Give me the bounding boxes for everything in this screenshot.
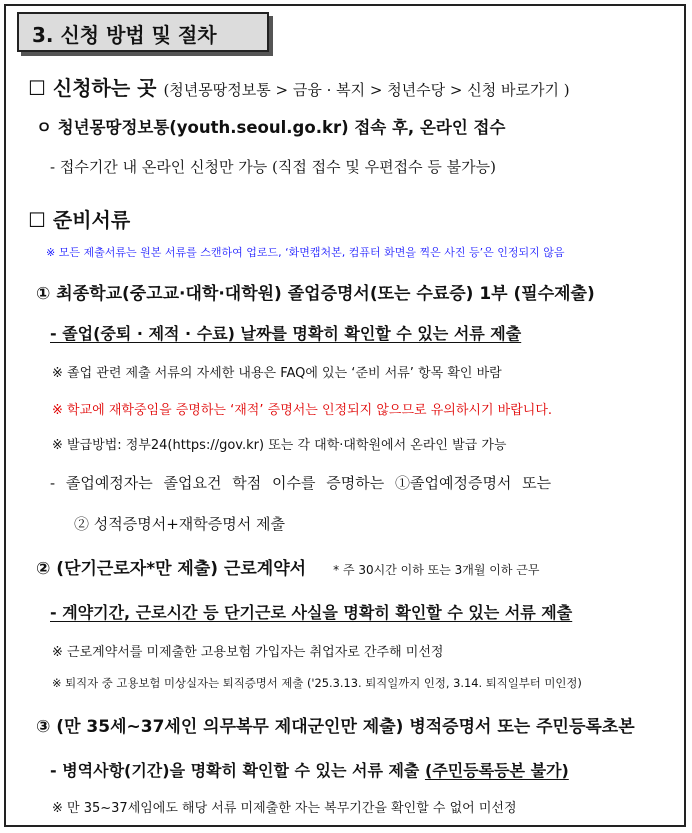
apply-place-heading-text: ☐ 신청하는 곳 — [28, 76, 157, 100]
apply-place-note: - 접수기간 내 온라인 신청만 가능 (직접 접수 및 우편접수 등 불가능) — [50, 158, 496, 176]
section-title: 3. 신청 방법 및 절차 — [32, 23, 217, 47]
doc-item2-footnote: * 주 30시간 이하 또는 3개월 이하 근무 — [333, 563, 540, 577]
doc-item2-title-row — [36, 554, 539, 579]
doc-item3-note1: ※ 만 35~37세임에도 해당 서류 미제출한 자는 복무기간을 확인할 수 없어 미선정 — [52, 801, 517, 816]
doc-item2-title: ② (단기근로자*만 제출) 근로계약서 — [36, 559, 307, 579]
doc-item1-note3: ※ 발급방법: 정부24(https://gov.kr) 또는 각 대학·대학원에서 온라인 발급 가능 — [52, 438, 507, 453]
documents-notice: ※ 모든 제출서류는 원본 서류를 스캔하여 업로드, ‘화면캡처본, 컴퓨터 화면을 찍은 사진 등’은 인정되지 않음 — [46, 246, 565, 259]
apply-place-main: ㅇ 청년몽땅정보통(youth.seoul.go.kr) 접속 후, 온라인 접수 — [36, 118, 506, 137]
doc-item2-note2: ※ 퇴직자 중 고용보험 미상실자는 퇴직증명서 제출 ('25.3.13. 퇴직일까지 인정, 3.14. 퇴직일부터 미인정) — [52, 676, 582, 690]
doc-item1-note2: ※ 학교에 재학중임을 증명하는 ‘재적’ 증명서는 인정되지 않으므로 유의하시기 바랍니다. — [52, 403, 553, 418]
doc-item2-requirement: - 계약기간, 근로시간 등 단기근로 사실을 명확히 확인할 수 있는 서류 제출 — [50, 603, 573, 622]
doc-item1-expected-line2: ② 성적증명서+재학증명서 제출 — [74, 515, 285, 533]
apply-place-path: (청년몽땅정보통 > 금융 · 복지 > 청년수당 > 신청 바로가기 ) — [163, 81, 570, 99]
doc-item3-title: ③ (만 35세~37세인 의무복무 제대군인만 제출) 병적증명서 또는 주민등록초본 — [36, 717, 635, 737]
documents-heading: ☐ 준비서류 — [28, 208, 131, 232]
doc-item1-requirement: - 졸업(중퇴 · 제적 · 수료) 날짜를 명확히 확인할 수 있는 서류 제출 — [50, 324, 522, 343]
section-title-box — [17, 12, 269, 52]
doc-item1-expected-line1: - 졸업예정자는 졸업요건 학점 이수를 증명하는 ①졸업예정증명서 또는 — [50, 474, 552, 492]
doc-item1-title: ① 최종학교(중고교·대학·대학원) 졸업증명서(또는 수료증) 1부 (필수제출) — [36, 284, 595, 304]
doc-item3-requirement — [50, 758, 569, 781]
doc-item3-requirement-text: - 병역사항(기간)을 명확히 확인할 수 있는 서류 제출 — [50, 761, 425, 780]
doc-item3-requirement-paren: (주민등록등본 불가) — [424, 761, 569, 780]
apply-place-heading — [28, 72, 570, 101]
doc-item2-note1: ※ 근로계약서를 미제출한 고용보험 가입자는 취업자로 간주해 미선정 — [52, 645, 444, 660]
doc-item1-note1: ※ 졸업 관련 제출 서류의 자세한 내용은 FAQ에 있는 ‘준비 서류’ 항목 확인 바람 — [52, 366, 502, 381]
